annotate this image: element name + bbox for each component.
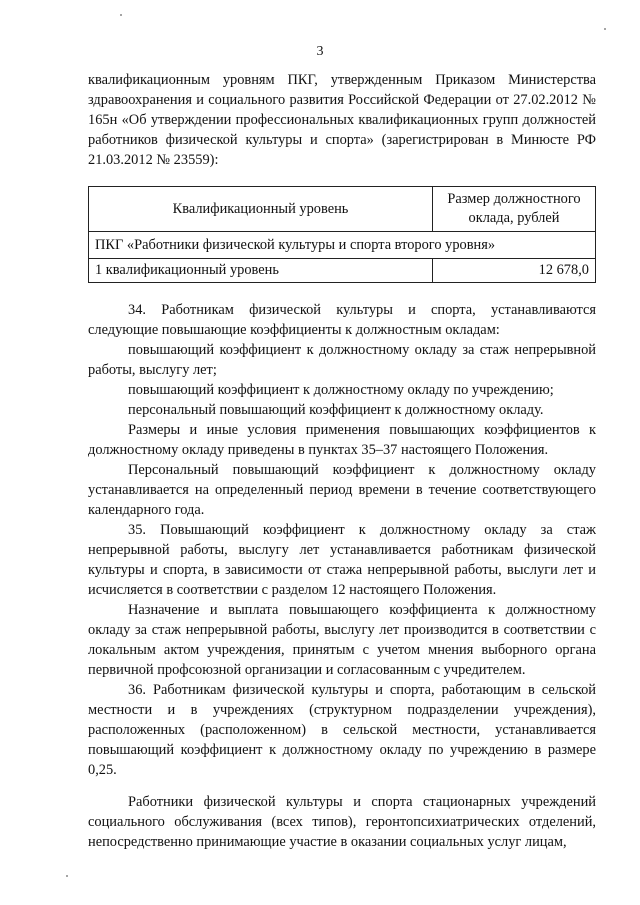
- table-header-row: [89, 187, 596, 232]
- paragraph-social-service-workers: Работники физической культуры и спорта стационарных учреждений социального обслуживания (всех типов), геронтопсихиатрических отделений, непосредственно принимающие участие в оказании социальных услуг лицам,: [88, 794, 596, 850]
- header-salary-amount: Размер должностного оклада, рублей: [433, 187, 596, 232]
- table-row: [89, 259, 596, 283]
- scan-speck: [66, 875, 68, 877]
- scan-speck: [120, 14, 122, 16]
- coefficient-item-seniority: повышающий коэффициент к должностному окладу за стаж непрерывной работы, выслугу лет;: [88, 342, 596, 378]
- salary-table: [88, 186, 596, 283]
- professional-group-title: ПКГ «Работники физической культуры и спорта второго уровня»: [89, 232, 596, 259]
- header-qualification-level: Квалификационный уровень: [89, 187, 433, 232]
- paragraph-assignment: Назначение и выплата повышающего коэффициента к должностному окладу за стаж непрерывной работы, выслугу лет производится в соответствии с локальным актом учреждения, принятым с учетом мнения выборного органа первичной профсоюзной организации и согласованным с учредителем.: [88, 602, 596, 678]
- document-body: [88, 70, 596, 852]
- scan-speck: [604, 28, 606, 30]
- paragraph-35: 35. Повышающий коэффициент к должностному окладу за стаж непрерывной работы, выслугу лет устанавливается работникам физической культуры и спорта, в зависимости от стажа непрерывной работы, выслуги лет и исчисляется в соответствии с разделом 12 настоящего Положения.: [88, 522, 596, 598]
- paragraph-36: 36. Работникам физической культуры и спорта, работающим в сельской местности и в учреждениях (структурном подразделении учреждения), расположенных (расположенном) в сельской местности, устанавливается повышающий коэффициент к должностному окладу по учреждению в размере 0,25.: [88, 682, 596, 778]
- coefficient-item-institution: повышающий коэффициент к должностному окладу по учреждению;: [128, 382, 554, 398]
- qualification-level-cell: 1 квалификационный уровень: [89, 259, 433, 283]
- page-number: 3: [316, 44, 324, 59]
- table-group-row: [89, 232, 596, 259]
- paragraph-personal-coefficient: Персональный повышающий коэффициент к должностному окладу устанавливается на определенный период времени в течение соответствующего календарного года.: [88, 462, 596, 518]
- paragraph-conditions: Размеры и иные условия применения повышающих коэффициентов к должностному окладу приведены в пунктах 35–37 настоящего Положения.: [88, 422, 596, 458]
- coefficient-item-personal: персональный повышающий коэффициент к должностному окладу.: [128, 402, 544, 418]
- paragraph-34: 34. Работникам физической культуры и спорта, устанавливаются следующие повышающие коэффициенты к должностным окладам:: [88, 302, 596, 338]
- salary-value-cell: 12 678,0: [433, 259, 596, 283]
- intro-paragraph: квалификационным уровням ПКГ, утвержденным Приказом Министерства здравоохранения и социального развития Российской Федерации от 27.02.2012 № 165н «Об утверждении профессиональных квалификационных групп должностей работников физической культуры и спорта» (зарегистрирован в Минюсте РФ 21.03.2012 № 23559):: [88, 72, 596, 168]
